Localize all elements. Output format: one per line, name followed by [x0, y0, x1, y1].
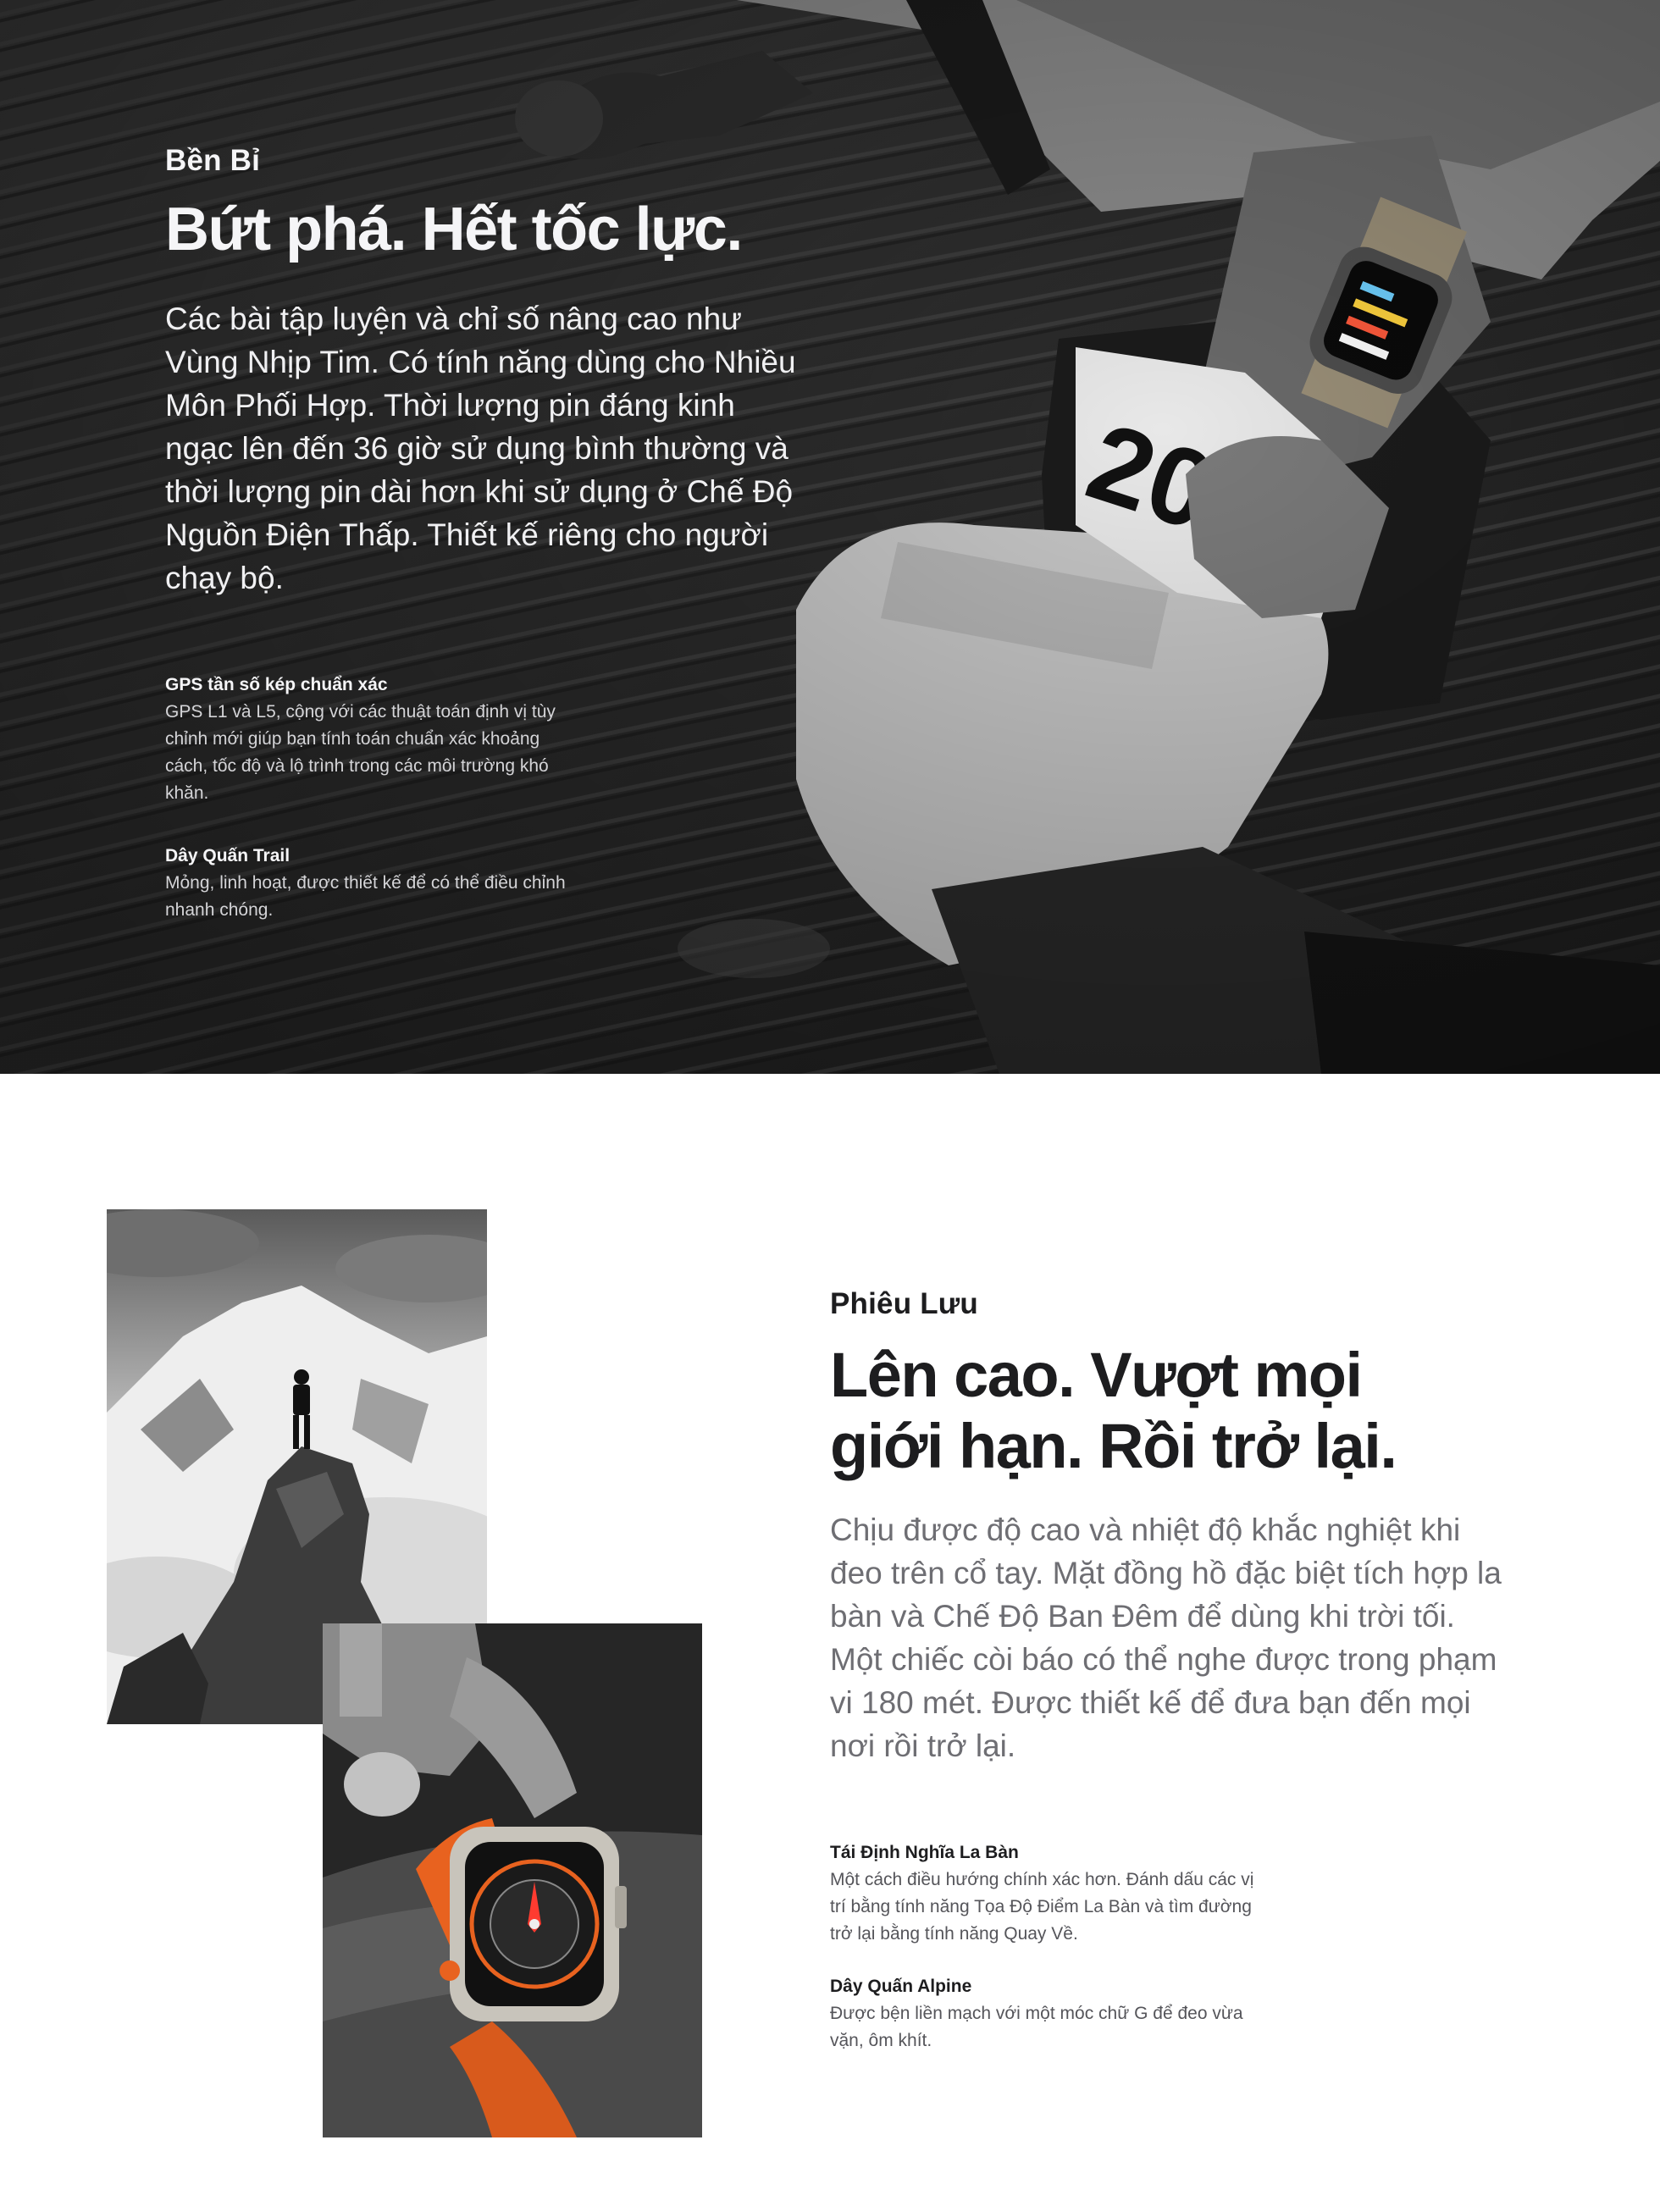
feature-item — [830, 1839, 1270, 1948]
feature-item — [165, 672, 580, 807]
feature-description: Được bện liền mạch với một móc chữ G để đeo vừa vặn, ôm khít. — [830, 2004, 1243, 2050]
feature-item — [830, 1973, 1270, 2054]
section-eyebrow: Phiêu Lưu — [830, 1287, 978, 1320]
section-body: Chịu được độ cao và nhiệt độ khắc nghiệt khi đeo trên cổ tay. Mặt đồng hồ đặc biệt tích hợp la bàn và Chế Độ Ban Đêm để dùng khi trời tối. Một chiếc còi báo có thể nghe được trong phạm vi 180 mét. Được thiết kế để đưa bạn đến mọi nơi rồi trở lại. — [830, 1512, 1502, 1763]
adventure-features — [830, 1839, 1270, 2080]
feature-item — [165, 843, 580, 924]
watch-image — [323, 1623, 702, 2137]
feature-title: Dây Quấn Alpine — [830, 1977, 972, 1996]
section-eyebrow: Bền Bỉ — [165, 144, 261, 177]
feature-description: Một cách điều hướng chính xác hơn. Đánh dấu các vị trí bằng tính năng Tọa Độ Điểm La Bàn và tìm đường trở lại bằng tính năng Quay Về. — [830, 1870, 1254, 1944]
feature-description: GPS L1 và L5, cộng với các thuật toán định vị tùy chỉnh mới giúp bạn tính toán chuẩn xác khoảng cách, tốc độ và lộ trình trong các môi trường khó khăn. — [165, 702, 556, 803]
section-body: Các bài tập luyện và chỉ số nâng cao như Vùng Nhịp Tim. Có tính năng dùng cho Nhiều Môn Phối Hợp. Thời lượng pin đáng kinh ngạc lên đến 36 giờ sử dụng bình thường và thời lượng pin dài hơn khi sử dụng ở Chế Độ Nguồn Điện Thấp. Thiết kế riêng cho người chạy bộ. — [165, 301, 796, 596]
wrist-watch-photo — [323, 1623, 702, 2137]
headline-line-2: giới hạn. Rồi trở lại. — [830, 1411, 1397, 1482]
adventure-text-block — [830, 1287, 1508, 1767]
feature-title: Dây Quấn Trail — [165, 846, 290, 865]
endurance-features — [165, 672, 580, 959]
feature-title: GPS tần số kép chuẩn xác — [165, 675, 388, 694]
endurance-text-block — [165, 144, 809, 600]
section-headline — [830, 1340, 1508, 1483]
feature-title: Tái Định Nghĩa La Bàn — [830, 1843, 1019, 1862]
feature-description: Mỏng, linh hoạt, được thiết kế để có thể điều chỉnh nhanh chóng. — [165, 873, 566, 920]
endurance-section — [0, 0, 1660, 1074]
section-headline: Bứt phá. Hết tốc lực. — [165, 196, 742, 263]
headline-line-1: Lên cao. Vượt mọi — [830, 1340, 1362, 1410]
